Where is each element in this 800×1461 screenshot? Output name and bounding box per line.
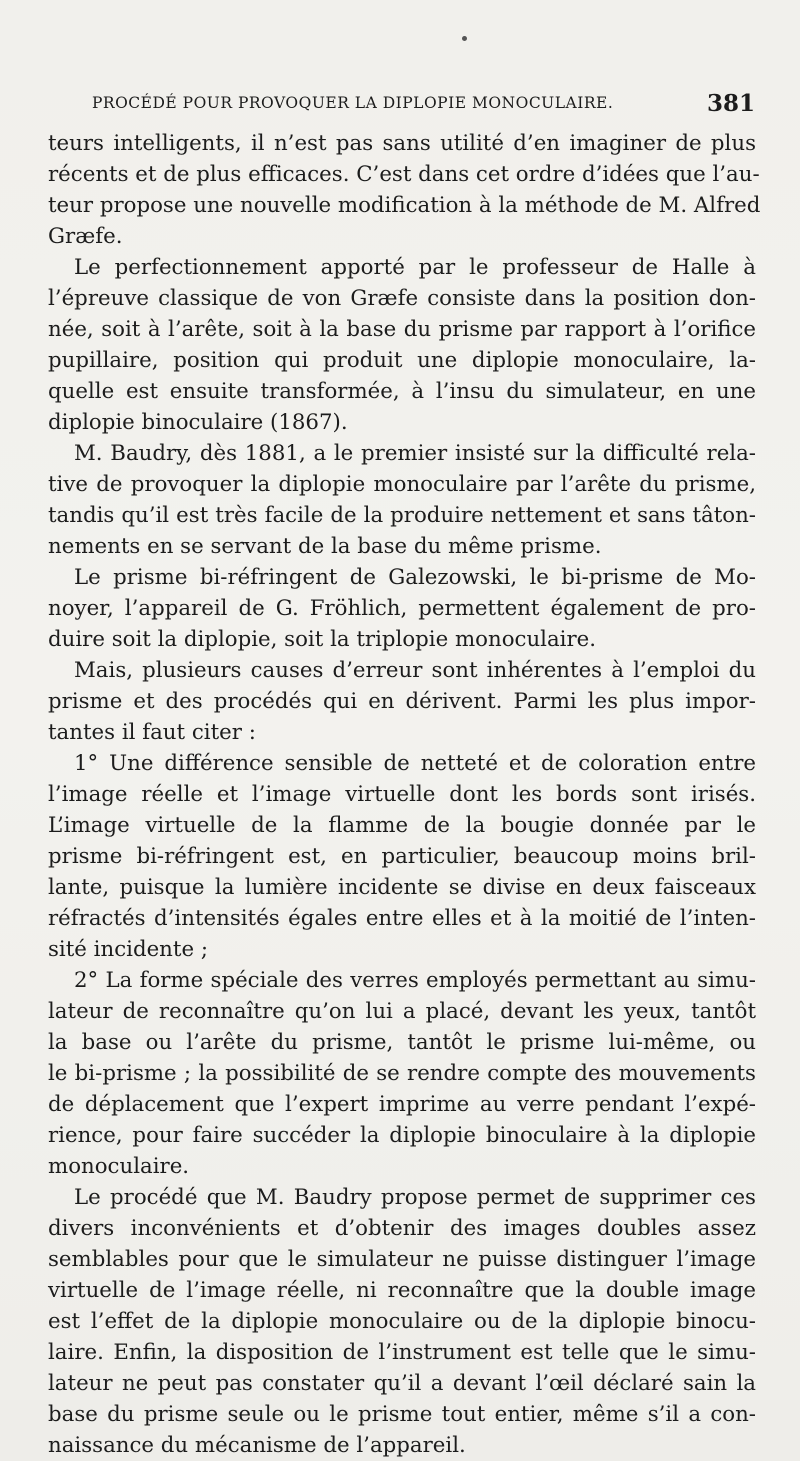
text-line: nements en se servant de la base du même prisme.	[48, 534, 602, 559]
text-line: 2° La forme spéciale des verres employés permettant au simu-	[74, 968, 756, 993]
text-line: laire. Enfin, la disposition de l’instrument est telle que le simu-	[48, 1340, 756, 1365]
text-line: naissance du mécanisme de l’appareil.	[48, 1433, 466, 1458]
text-line: noyer, l’appareil de G. Fröhlich, permettent également de pro-	[48, 596, 756, 621]
text-line: M. Baudry, dès 1881, a le premier insisté sur la difficulté rela-	[74, 441, 756, 466]
text-line: est l’effet de la diplopie monoculaire ou de la diplopie binocu-	[48, 1309, 756, 1334]
text-line: base du prisme seule ou le prisme tout entier, même s’il a con-	[48, 1402, 756, 1427]
print-dot	[462, 36, 467, 41]
text-line: le bi-prisme ; la possibilité de se rendre compte des mouvements	[48, 1061, 756, 1086]
text-line: Mais, plusieurs causes d’erreur sont inhérentes à l’emploi du	[74, 658, 756, 683]
text-line: rience, pour faire succéder la diplopie binoculaire à la diplopie	[48, 1123, 756, 1148]
text-line: L’image virtuelle de la flamme de la bougie donnée par le	[48, 813, 756, 838]
text-line: quelle est ensuite transformée, à l’insu du simulateur, en une	[48, 379, 756, 404]
text-line: lateur de reconnaître qu’on lui a placé, devant les yeux, tantôt	[48, 999, 756, 1024]
body-text	[48, 128, 761, 1461]
text-line: réfractés d’intensités égales entre elles et à la moitié de l’inten-	[48, 906, 756, 931]
text-line: tive de provoquer la diplopie monoculaire par l’arête du prisme,	[48, 472, 756, 497]
text-line: pupillaire, position qui produit une diplopie monoculaire, la-	[48, 348, 756, 373]
text-line: semblables pour que le simulateur ne puisse distinguer l’image	[48, 1247, 756, 1272]
text-line: lateur ne peut pas constater qu’il a devant l’œil déclaré sain la	[48, 1371, 756, 1396]
text-line: Le prisme bi-réfringent de Galezowski, le bi-prisme de Mo-	[74, 565, 756, 590]
text-line: née, soit à l’arête, soit à la base du prisme par rapport à l’orifice	[48, 317, 756, 342]
text-line: l’épreuve classique de von Græfe consiste dans la position don-	[48, 286, 756, 311]
text-line: prisme et des procédés qui en dérivent. Parmi les plus impor-	[48, 689, 756, 714]
text-line: prisme bi-réfringent est, en particulier, beaucoup moins bril-	[48, 844, 756, 869]
text-line: Græfe.	[48, 224, 123, 249]
text-line: teurs intelligents, il n’est pas sans utilité d’en imaginer de plus	[48, 131, 756, 156]
text-line: l’image réelle et l’image virtuelle dont les bords sont irisés.	[48, 782, 756, 807]
text-line: la base ou l’arête du prisme, tantôt le prisme lui-même, ou	[48, 1030, 756, 1055]
text-line: tandis qu’il est très facile de la produire nettement et sans tâton-	[48, 503, 756, 528]
text-line: 1° Une différence sensible de netteté et de coloration entre	[74, 751, 756, 776]
text-line: duire soit la diplopie, soit la triplopie monoculaire.	[48, 627, 597, 652]
text-line: Le perfectionnement apporté par le professeur de Halle à	[74, 255, 756, 280]
text-line: récents et de plus efficaces. C’est dans cet ordre d’idées que l’au-	[48, 162, 760, 187]
text-line: de déplacement que l’expert imprime au verre pendant l’expé-	[48, 1092, 756, 1117]
text-line: sité incidente ;	[48, 937, 208, 962]
running-head: PROCÉDÉ POUR PROVOQUER LA DIPLOPIE MONOCULAIRE.	[92, 94, 614, 112]
text-line: tantes il faut citer :	[48, 720, 256, 745]
text-line: divers inconvénients et d’obtenir des images doubles assez	[48, 1216, 756, 1241]
text-line: monoculaire.	[48, 1154, 190, 1179]
text-line: teur propose une nouvelle modification à la méthode de M. Alfred	[48, 193, 761, 218]
text-line: virtuelle de l’image réelle, ni reconnaître que la double image	[48, 1278, 756, 1303]
text-line: Le procédé que M. Baudry propose permet de supprimer ces	[74, 1185, 756, 1210]
text-line: diplopie binoculaire (1867).	[48, 410, 348, 435]
page-header	[92, 90, 755, 118]
text-line: lante, puisque la lumière incidente se divise en deux faisceaux	[48, 875, 756, 900]
page-number: 381	[706, 90, 755, 117]
